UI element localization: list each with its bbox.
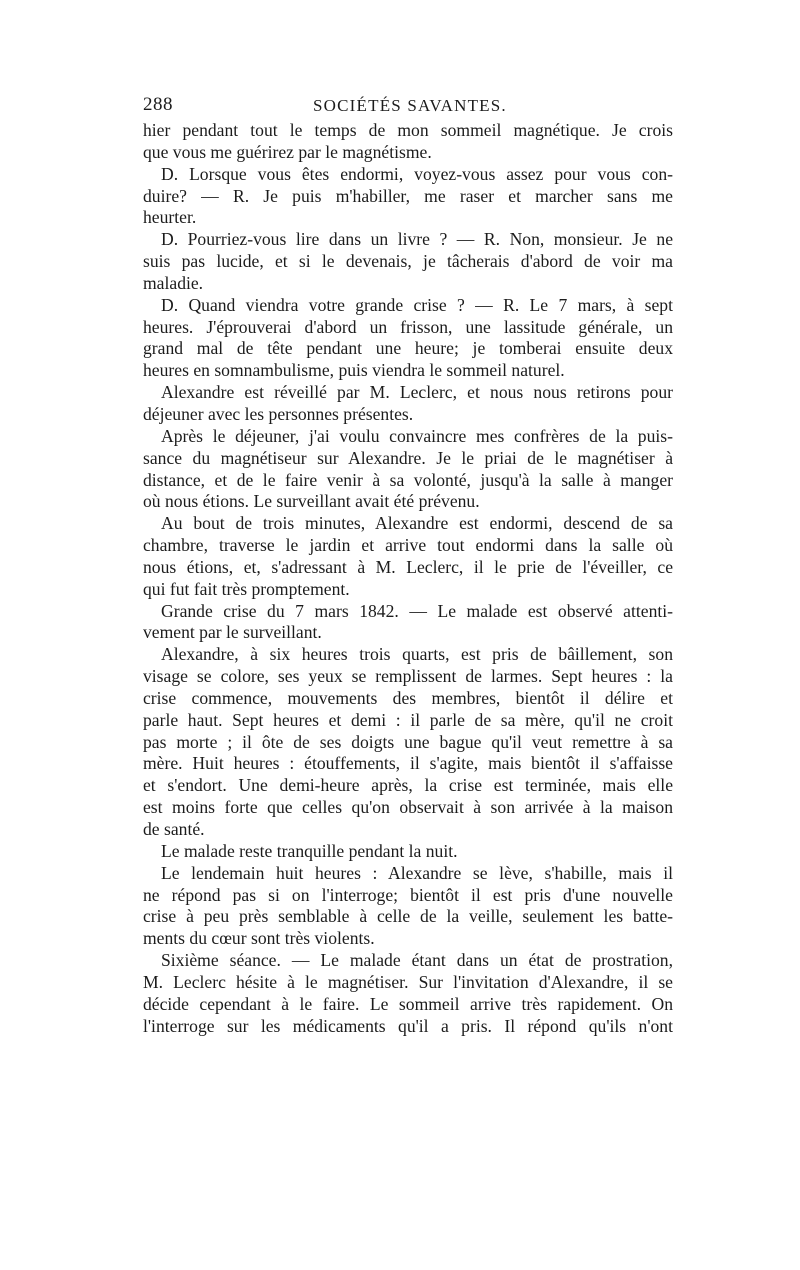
text-line: sance du magnétiseur sur Alexandre. Je le priai de le magnétiser à [143, 447, 673, 468]
text-line: Le malade reste tranquille pendant la nuit. [161, 840, 458, 861]
text-line: D. Pourriez-vous lire dans un livre ? — R. Non, monsieur. Je ne [161, 229, 673, 250]
text-line: D. Quand viendra votre grande crise ? — R. Le 7 mars, à sept [161, 294, 673, 315]
text-line: pas morte ; il ôte de ses doigts une bague qu'il veut remettre à sa [143, 731, 673, 752]
text-line: nous étions, et, s'adressant à M. Leclerc, il le prie de l'éveiller, ce [143, 556, 673, 577]
text-line: Sixième séance. — Le malade étant dans un état de prostration, [161, 950, 673, 971]
text-line: Après le déjeuner, j'ai voulu convaincre mes confrères de la puis- [161, 425, 673, 446]
text-line: heures. J'éprouverai d'abord un frisson, une lassitude générale, un [143, 316, 673, 337]
text-line: que vous me guérirez par le magnétisme. [143, 141, 432, 162]
text-line: crise commence, mouvements des membres, bientôt il délire et [143, 687, 673, 708]
running-title: SOCIÉTÉS SAVANTES. [313, 96, 507, 115]
text-line: ments du cœur sont très violents. [143, 928, 375, 949]
text-line: Grande crise du 7 mars 1842. — Le malade est observé attenti- [161, 600, 673, 621]
text-line: hier pendant tout le temps de mon sommeil magnétique. Je crois [143, 120, 673, 140]
text-line: vement par le surveillant. [143, 622, 322, 643]
text-line: de santé. [143, 819, 205, 839]
text-line: décide cependant à le faire. Le sommeil arrive très rapidement. On [143, 993, 673, 1014]
text-line: déjeuner avec les personnes présentes. [143, 403, 414, 424]
text-line: grand mal de tête pendant une heure; je tomberai ensuite deux [143, 338, 673, 359]
text-line: D. Lorsque vous êtes endormi, voyez-vous assez pour vous con- [161, 163, 673, 184]
text-line: distance, et de le faire venir à sa volonté, jusqu'à la salle à manger [143, 469, 673, 490]
text-line: Au bout de trois minutes, Alexandre est endormi, descend de sa [161, 513, 673, 534]
text-line: chambre, traverse le jardin et arrive tout endormi dans la salle où [143, 535, 673, 556]
text-line: Le lendemain huit heures : Alexandre se lève, s'habille, mais il [161, 862, 673, 883]
text-line: heures en somnambulisme, puis viendra le sommeil naturel. [143, 360, 565, 381]
text-line: ne répond pas si on l'interroge; bientôt il est pris d'une nouvelle [143, 884, 673, 905]
page-header [143, 90, 673, 120]
text-line: l'interroge sur les médicaments qu'il a pris. Il répond qu'ils n'ont [143, 1015, 673, 1036]
text-line: maladie. [143, 272, 204, 293]
text-line: est moins forte que celles qu'on observait à son arrivée à la maison [143, 797, 673, 818]
text-line: suis pas lucide, et si le devenais, je tâcherais d'abord de voir ma [143, 251, 673, 272]
text-line: visage se colore, ses yeux se remplissent de larmes. Sept heures : la [143, 666, 673, 687]
text-line: qui fut fait très promptement. [143, 578, 350, 599]
text-line: parle haut. Sept heures et demi : il parle de sa mère, qu'il ne croit [143, 709, 673, 730]
text-line: duire? — R. Je puis m'habiller, me raser et marcher sans me [143, 185, 673, 206]
text-line: heurter. [143, 207, 197, 228]
body-text [143, 120, 673, 1037]
text-line: M. Leclerc hésite à le magnétiser. Sur l'invitation d'Alexandre, il se [143, 971, 673, 992]
text-line: Alexandre est réveillé par M. Leclerc, et nous nous retirons pour [161, 382, 673, 403]
text-line: et s'endort. Une demi-heure après, la crise est terminée, mais elle [143, 775, 673, 796]
page-number: 288 [143, 94, 173, 115]
text-line: mère. Huit heures : étouffements, il s'agite, mais bientôt il s'affaisse [143, 753, 673, 774]
text-line: où nous étions. Le surveillant avait été prévenu. [143, 491, 480, 512]
text-line: Alexandre, à six heures trois quarts, est pris de bâillement, son [161, 644, 673, 665]
book-page [143, 90, 673, 1037]
text-line: crise à peu près semblable à celle de la veille, seulement les batte- [143, 906, 673, 927]
